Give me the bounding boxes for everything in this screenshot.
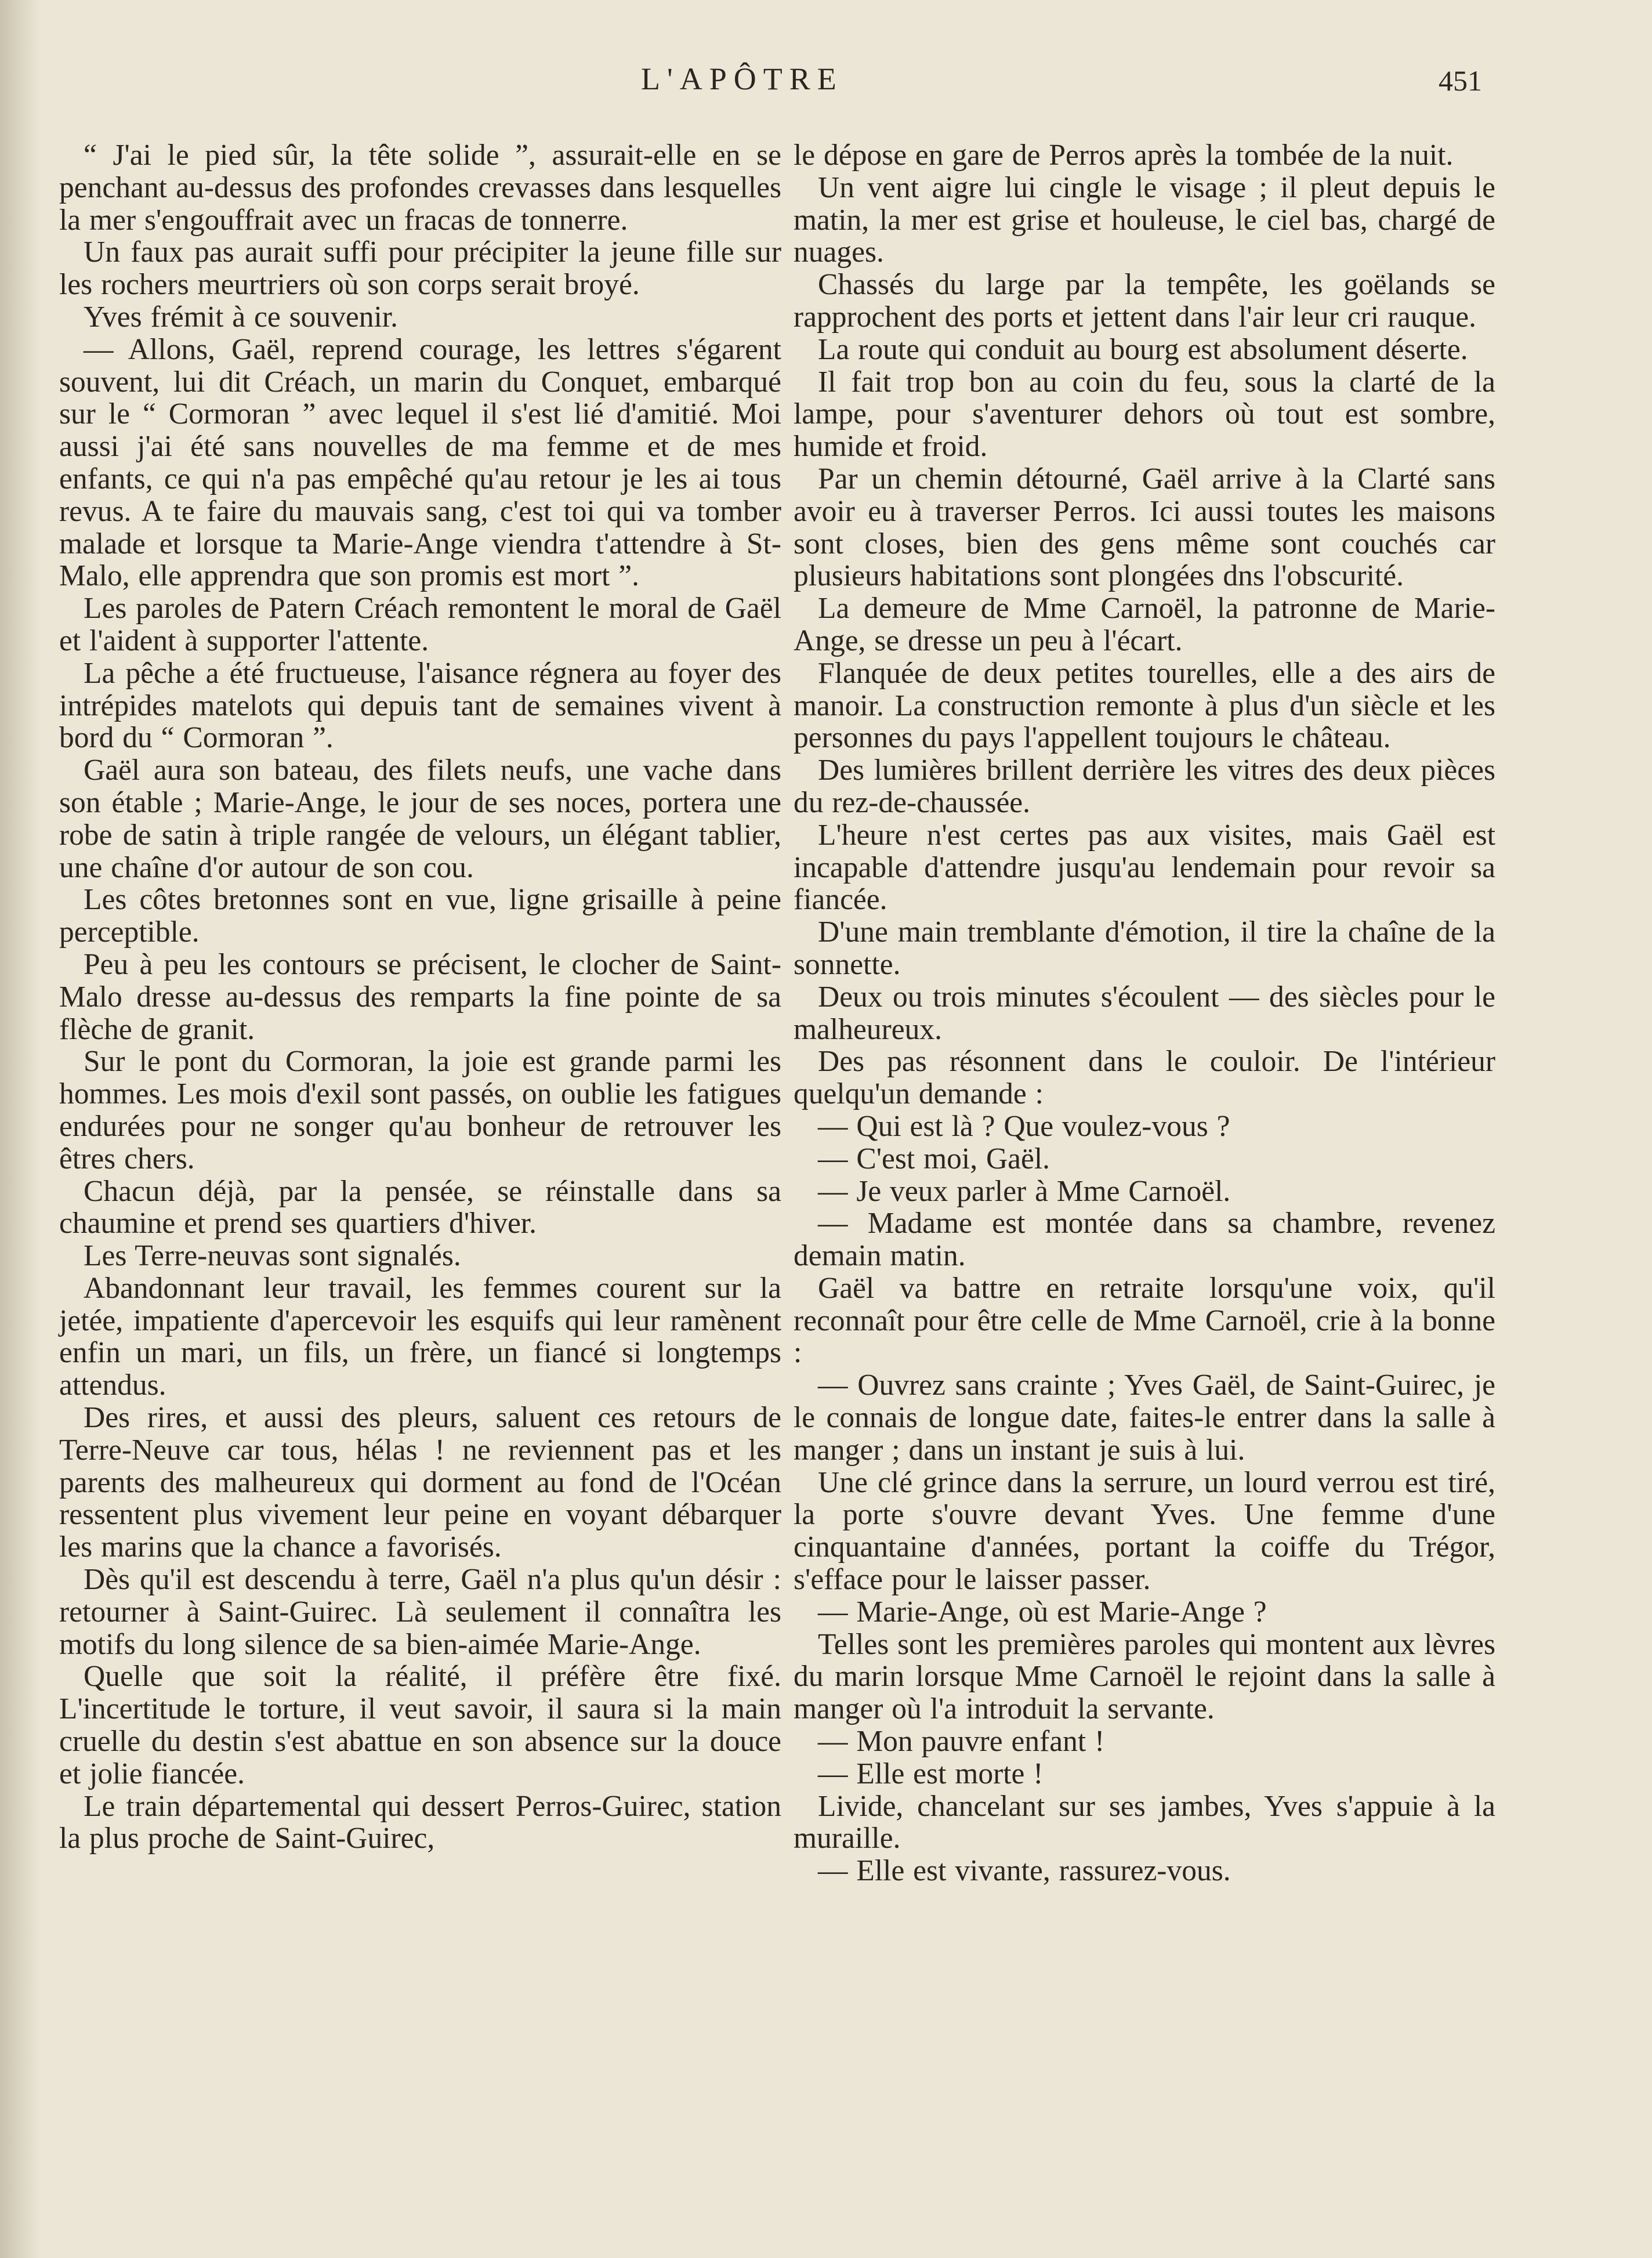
page-number: 451 bbox=[1439, 64, 1482, 97]
paragraph: Dès qu'il est descendu à terre, Gaël n'a plus qu'un désir : retourner à Saint-Guirec. Là seulement il connaîtra les motifs du long silence de sa bien-aimée Marie-Ange. bbox=[59, 1563, 781, 1661]
paragraph: le dépose en gare de Perros après la tombée de la nuit. bbox=[794, 139, 1454, 172]
paragraph: Les Terre-neuvas sont signalés. bbox=[84, 1239, 461, 1273]
paragraph: La demeure de Mme Carnoël, la patronne de Marie-Ange, se dresse un peu à l'écart. bbox=[794, 592, 1495, 657]
paragraph: Flanquée de deux petites tourelles, elle a des airs de manoir. La construction remonte à plus d'un siècle et les personnes du pays l'appellent toujours le château. bbox=[794, 656, 1495, 755]
paragraph: D'une main tremblante d'émotion, il tire la chaîne de la sonnette. bbox=[794, 915, 1495, 981]
paragraph: Peu à peu les contours se précisent, le clocher de Saint-Malo dresse au-dessus des remparts la fine pointe de sa flèche de granit. bbox=[59, 947, 781, 1046]
paragraph: Le train départemental qui dessert Perros-Guirec, station la plus proche de Saint-Guirec, bbox=[59, 1789, 781, 1855]
running-head: L'APÔTRE bbox=[641, 61, 843, 96]
page-gutter-shadow bbox=[0, 0, 41, 2258]
paragraph: Une clé grince dans la serrure, un lourd verrou est tiré, la porte s'ouvre devant Yves. Une femme d'une cinquantaine d'années, portant la coiffe du Trégor, s'efface pour le laisser passer. bbox=[794, 1465, 1495, 1597]
paragraph: Sur le pont du Cormoran, la joie est grande parmi les hommes. Les mois d'exil sont passés, on oublie les fatigues endurées pour ne songer qu'au bonheur de retrouver les êtres chers. bbox=[59, 1045, 781, 1175]
paragraph: Telles sont les premières paroles qui montent aux lèvres du marin lorsque Mme Carnoël le rejoint dans la salle à manger où l'a introduit la servante. bbox=[794, 1627, 1495, 1726]
paragraph: Des pas résonnent dans le couloir. De l'intérieur quelqu'un demande : bbox=[794, 1045, 1495, 1111]
paragraph: Gaël va battre en retraite lorsqu'une voix, qu'il reconnaît pour être celle de Mme Carnoël, crie à la bonne : bbox=[794, 1271, 1495, 1370]
paragraph: Yves frémit à ce souvenir. bbox=[84, 300, 398, 334]
paragraph: — Qui est là ? Que voulez-vous ? bbox=[818, 1109, 1230, 1143]
paragraph: Chacun déjà, par la pensée, se réinstalle dans sa chaumine et prend ses quartiers d'hiver. bbox=[59, 1174, 781, 1240]
paragraph: Deux ou trois minutes s'écoulent — des siècles pour le malheureux. bbox=[794, 980, 1495, 1046]
paragraph: Les paroles de Patern Créach remontent le moral de Gaël et l'aident à supporter l'attente. bbox=[59, 592, 781, 657]
paragraph: Livide, chancelant sur ses jambes, Yves s'appuie à la muraille. bbox=[794, 1789, 1495, 1855]
paragraph: Quelle que soit la réalité, il préfère être fixé. L'incertitude le torture, il veut savoir, il saura si la main cruelle du destin s'est abattue en son absence sur la douce et jolie fiancée. bbox=[59, 1660, 781, 1790]
paragraph: Gaël aura son bateau, des filets neufs, une vache dans son étable ; Marie-Ange, le jour de ses noces, portera une robe de satin à triple rangée de velours, un élégant tablier, une chaîne d'or autour de son cou. bbox=[59, 754, 781, 884]
right-column bbox=[794, 139, 1495, 1887]
paragraph: — Mon pauvre enfant ! bbox=[818, 1725, 1105, 1758]
paragraph: — Ouvrez sans crainte ; Yves Gaël, de Saint-Guirec, je le connais de longue date, faites-le entrer dans la salle à manger ; dans un instant je suis à lui. bbox=[794, 1369, 1495, 1467]
paragraph: Par un chemin détourné, Gaël arrive à la Clarté sans avoir eu à traverser Perros. Ici aussi toutes les maisons sont closes, bien des gens même sont couchés car plusieurs habitations sont plongées dns l'obscurité. bbox=[794, 462, 1495, 593]
paragraph: — Marie-Ange, où est Marie-Ange ? bbox=[818, 1595, 1267, 1629]
paragraph: — Madame est montée dans sa chambre, revenez demain matin. bbox=[794, 1207, 1495, 1273]
paragraph: Abandonnant leur travail, les femmes courent sur la jetée, impatiente d'apercevoir les esquifs qui leur ramènent enfin un mari, un fils, un frère, un fiancé si longtemps attendus. bbox=[59, 1271, 781, 1402]
paragraph: L'heure n'est certes pas aux visites, mais Gaël est incapable d'attendre jusqu'au lendemain pour revoir sa fiancée. bbox=[794, 818, 1495, 917]
paragraph: Il fait trop bon au coin du feu, sous la clarté de la lampe, pour s'aventurer dehors où tout est sombre, humide et froid. bbox=[794, 365, 1495, 464]
paragraph: — Allons, Gaël, reprend courage, les lettres s'égarent souvent, lui dit Créach, un marin du Conquet, embarqué sur le “ Cormoran ” avec lequel il s'est lié d'amitié. Moi aussi j'ai été sans nouvelles de ma femme et de mes enfants, ce qui n'a pas empêché qu'au retour je les ai tous revus. A te faire du mauvais sang, c'est toi qui va tomber malade et lorsque ta Marie-Ange viendra t'attendre à St-Malo, elle apprendra que son promis est mort ”. bbox=[59, 332, 781, 593]
paragraph: “ J'ai le pied sûr, la tête solide ”, assurait-elle en se penchant au-dessus des profondes crevasses dans lesquelles la mer s'engouffrait avec un fracas de tonnerre. bbox=[59, 139, 781, 237]
paragraph: La route qui conduit au bourg est absolument déserte. bbox=[818, 332, 1468, 366]
paragraph: Un vent aigre lui cingle le visage ; il pleut depuis le matin, la mer est grise et houleuse, le ciel bas, chargé de nuages. bbox=[794, 171, 1495, 269]
paragraph: Les côtes bretonnes sont en vue, ligne grisaille à peine perceptible. bbox=[59, 883, 781, 949]
paragraph: — Je veux parler à Mme Carnoël. bbox=[818, 1174, 1231, 1208]
paragraph: La pêche a été fructueuse, l'aisance régnera au foyer des intrépides matelots qui depuis tant de semaines vivent à bord du “ Cormoran ”. bbox=[59, 656, 781, 755]
paragraph: — Elle est morte ! bbox=[818, 1757, 1044, 1790]
paragraph: Des lumières brillent derrière les vitres des deux pièces du rez-de-chaussée. bbox=[794, 754, 1495, 819]
paragraph: — C'est moi, Gaël. bbox=[818, 1142, 1050, 1175]
paragraph: — Elle est vivante, rassurez-vous. bbox=[818, 1854, 1231, 1888]
paragraph: Un faux pas aurait suffi pour précipiter la jeune fille sur les rochers meurtriers où son corps serait broyé. bbox=[59, 236, 781, 302]
left-column bbox=[59, 139, 781, 1855]
paragraph: Chassés du large par la tempête, les goëlands se rapprochent des ports et jettent dans l'air leur cri rauque. bbox=[794, 268, 1495, 334]
paragraph: Des rires, et aussi des pleurs, saluent ces retours de Terre-Neuve car tous, hélas ! ne reviennent pas et les parents des malheureux qui dorment au fond de l'Océan ressentent plus vivement leur peine en voyant débarquer les marins que la chance a favorisés. bbox=[59, 1401, 781, 1564]
